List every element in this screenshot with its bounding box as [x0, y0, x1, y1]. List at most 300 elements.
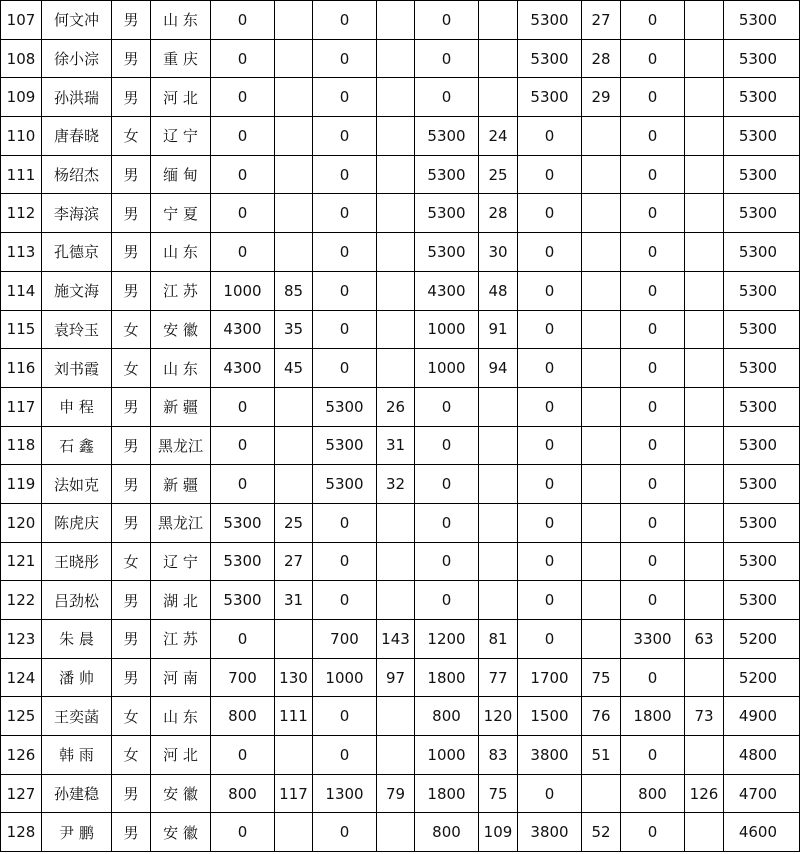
cell-place1	[275, 233, 313, 272]
cell-place4	[582, 774, 621, 813]
cell-total: 5300	[724, 465, 800, 504]
cell-place5	[685, 503, 724, 542]
cell-score1: 0	[211, 465, 275, 504]
cell-score3: 800	[415, 813, 479, 852]
cell-total: 5300	[724, 349, 800, 388]
cell-region: 辽 宁	[151, 542, 211, 581]
cell-gender: 女	[112, 736, 151, 775]
cell-rank: 127	[1, 774, 42, 813]
cell-name: 杨绍杰	[42, 155, 112, 194]
cell-place2	[377, 736, 415, 775]
cell-place2	[377, 233, 415, 272]
cell-name: 李海滨	[42, 194, 112, 233]
cell-score5: 0	[621, 736, 685, 775]
cell-score1: 0	[211, 387, 275, 426]
cell-place3: 28	[479, 194, 518, 233]
cell-total: 5300	[724, 117, 800, 156]
cell-place5	[685, 271, 724, 310]
cell-place1	[275, 194, 313, 233]
table-row	[1, 503, 800, 542]
cell-score1: 5300	[211, 581, 275, 620]
cell-place3: 24	[479, 117, 518, 156]
cell-score4: 0	[518, 503, 582, 542]
cell-place3: 91	[479, 310, 518, 349]
cell-place5	[685, 581, 724, 620]
cell-place4	[582, 620, 621, 659]
cell-gender: 男	[112, 155, 151, 194]
cell-score1: 700	[211, 658, 275, 697]
cell-place5	[685, 387, 724, 426]
cell-place4	[582, 194, 621, 233]
cell-score3: 0	[415, 387, 479, 426]
cell-place2	[377, 1, 415, 40]
cell-place2	[377, 117, 415, 156]
cell-score2: 0	[313, 233, 377, 272]
cell-score5: 3300	[621, 620, 685, 659]
cell-place2: 31	[377, 426, 415, 465]
cell-gender: 男	[112, 465, 151, 504]
cell-score5: 0	[621, 581, 685, 620]
cell-score4: 1700	[518, 658, 582, 697]
cell-score3: 1000	[415, 349, 479, 388]
cell-score1: 0	[211, 620, 275, 659]
cell-score2: 5300	[313, 426, 377, 465]
cell-region: 河 北	[151, 736, 211, 775]
table-row	[1, 310, 800, 349]
table-row	[1, 1, 800, 40]
cell-place3	[479, 39, 518, 78]
cell-name: 吕劲松	[42, 581, 112, 620]
table-row	[1, 155, 800, 194]
table-row	[1, 426, 800, 465]
cell-total: 5200	[724, 658, 800, 697]
cell-place2	[377, 271, 415, 310]
table-row	[1, 658, 800, 697]
cell-score4: 0	[518, 465, 582, 504]
cell-score2: 0	[313, 542, 377, 581]
cell-score5: 0	[621, 542, 685, 581]
cell-place2: 26	[377, 387, 415, 426]
cell-name: 唐春晓	[42, 117, 112, 156]
cell-gender: 女	[112, 697, 151, 736]
cell-name: 施文海	[42, 271, 112, 310]
cell-gender: 男	[112, 581, 151, 620]
cell-score5: 0	[621, 78, 685, 117]
cell-place3	[479, 78, 518, 117]
cell-score2: 0	[313, 155, 377, 194]
cell-score1: 800	[211, 697, 275, 736]
cell-score3: 5300	[415, 194, 479, 233]
cell-place1: 130	[275, 658, 313, 697]
cell-score2: 700	[313, 620, 377, 659]
cell-rank: 107	[1, 1, 42, 40]
cell-score4: 0	[518, 387, 582, 426]
cell-gender: 男	[112, 39, 151, 78]
cell-score3: 0	[415, 39, 479, 78]
table-row	[1, 78, 800, 117]
table-row	[1, 117, 800, 156]
cell-place5: 126	[685, 774, 724, 813]
cell-score5: 0	[621, 426, 685, 465]
cell-place1	[275, 620, 313, 659]
cell-rank: 122	[1, 581, 42, 620]
cell-score4: 3800	[518, 813, 582, 852]
cell-rank: 120	[1, 503, 42, 542]
cell-region: 新 疆	[151, 387, 211, 426]
cell-place3: 83	[479, 736, 518, 775]
cell-score5: 0	[621, 465, 685, 504]
table-row	[1, 233, 800, 272]
cell-score3: 0	[415, 426, 479, 465]
cell-score2: 1300	[313, 774, 377, 813]
cell-name: 徐小淙	[42, 39, 112, 78]
cell-total: 4700	[724, 774, 800, 813]
cell-gender: 男	[112, 233, 151, 272]
cell-score4: 0	[518, 155, 582, 194]
cell-place5	[685, 349, 724, 388]
cell-place5	[685, 233, 724, 272]
cell-score5: 0	[621, 503, 685, 542]
table-row	[1, 194, 800, 233]
cell-score1: 0	[211, 155, 275, 194]
cell-place3: 109	[479, 813, 518, 852]
cell-place4: 28	[582, 39, 621, 78]
table-row	[1, 465, 800, 504]
cell-place4	[582, 117, 621, 156]
cell-name: 朱 晨	[42, 620, 112, 659]
cell-rank: 114	[1, 271, 42, 310]
cell-score1: 0	[211, 813, 275, 852]
cell-gender: 女	[112, 310, 151, 349]
cell-total: 5300	[724, 1, 800, 40]
cell-gender: 男	[112, 503, 151, 542]
cell-score3: 800	[415, 697, 479, 736]
cell-rank: 108	[1, 39, 42, 78]
cell-place2	[377, 39, 415, 78]
cell-score1: 4300	[211, 310, 275, 349]
cell-place4: 29	[582, 78, 621, 117]
cell-place3: 94	[479, 349, 518, 388]
cell-place3: 30	[479, 233, 518, 272]
cell-place5	[685, 194, 724, 233]
cell-score2: 0	[313, 581, 377, 620]
cell-score1: 0	[211, 117, 275, 156]
cell-place1	[275, 117, 313, 156]
table-row	[1, 39, 800, 78]
cell-place4	[582, 581, 621, 620]
cell-place1: 85	[275, 271, 313, 310]
cell-gender: 男	[112, 271, 151, 310]
cell-gender: 女	[112, 542, 151, 581]
cell-place2	[377, 155, 415, 194]
cell-place4: 51	[582, 736, 621, 775]
cell-score2: 0	[313, 813, 377, 852]
cell-place1	[275, 39, 313, 78]
cell-region: 宁 夏	[151, 194, 211, 233]
cell-score2: 0	[313, 194, 377, 233]
cell-score4: 5300	[518, 39, 582, 78]
cell-place4	[582, 387, 621, 426]
cell-region: 山 东	[151, 349, 211, 388]
cell-place3	[479, 581, 518, 620]
cell-total: 4600	[724, 813, 800, 852]
cell-gender: 男	[112, 426, 151, 465]
cell-score3: 5300	[415, 233, 479, 272]
cell-score2: 0	[313, 78, 377, 117]
cell-place4	[582, 465, 621, 504]
cell-rank: 116	[1, 349, 42, 388]
cell-score2: 5300	[313, 387, 377, 426]
cell-score3: 0	[415, 78, 479, 117]
cell-region: 山 东	[151, 233, 211, 272]
cell-gender: 男	[112, 620, 151, 659]
cell-place1	[275, 1, 313, 40]
cell-gender: 男	[112, 1, 151, 40]
cell-score4: 0	[518, 349, 582, 388]
cell-score5: 0	[621, 1, 685, 40]
cell-total: 4900	[724, 697, 800, 736]
cell-place4: 76	[582, 697, 621, 736]
cell-score5: 800	[621, 774, 685, 813]
cell-place4: 75	[582, 658, 621, 697]
cell-score1: 0	[211, 194, 275, 233]
cell-total: 5300	[724, 387, 800, 426]
cell-score1: 0	[211, 736, 275, 775]
cell-region: 江 苏	[151, 271, 211, 310]
cell-score5: 0	[621, 155, 685, 194]
cell-total: 5300	[724, 39, 800, 78]
cell-score1: 0	[211, 233, 275, 272]
cell-total: 5300	[724, 271, 800, 310]
cell-place1: 117	[275, 774, 313, 813]
table-row	[1, 387, 800, 426]
cell-score5: 1800	[621, 697, 685, 736]
cell-gender: 男	[112, 387, 151, 426]
cell-place5	[685, 1, 724, 40]
cell-score2: 0	[313, 39, 377, 78]
cell-region: 新 疆	[151, 465, 211, 504]
cell-place1	[275, 465, 313, 504]
cell-name: 王奕菡	[42, 697, 112, 736]
table-body	[1, 1, 800, 852]
cell-rank: 126	[1, 736, 42, 775]
cell-score4: 0	[518, 233, 582, 272]
cell-place2: 79	[377, 774, 415, 813]
cell-place4	[582, 271, 621, 310]
cell-rank: 115	[1, 310, 42, 349]
cell-place2	[377, 310, 415, 349]
cell-score4: 3800	[518, 736, 582, 775]
cell-place5	[685, 736, 724, 775]
cell-score4: 0	[518, 620, 582, 659]
cell-place2: 143	[377, 620, 415, 659]
cell-place2: 97	[377, 658, 415, 697]
cell-total: 5300	[724, 426, 800, 465]
cell-place3	[479, 465, 518, 504]
cell-score1: 4300	[211, 349, 275, 388]
cell-score5: 0	[621, 39, 685, 78]
cell-place3: 48	[479, 271, 518, 310]
cell-place5: 63	[685, 620, 724, 659]
cell-score2: 0	[313, 349, 377, 388]
cell-score4: 0	[518, 542, 582, 581]
cell-score3: 1800	[415, 658, 479, 697]
cell-score5: 0	[621, 658, 685, 697]
cell-rank: 118	[1, 426, 42, 465]
cell-score5: 0	[621, 233, 685, 272]
cell-region: 安 徽	[151, 774, 211, 813]
cell-place5: 73	[685, 697, 724, 736]
cell-region: 缅 甸	[151, 155, 211, 194]
cell-total: 5300	[724, 542, 800, 581]
cell-score4: 0	[518, 310, 582, 349]
cell-region: 江 苏	[151, 620, 211, 659]
cell-place1	[275, 426, 313, 465]
cell-total: 5300	[724, 78, 800, 117]
table-row	[1, 581, 800, 620]
cell-score1: 5300	[211, 542, 275, 581]
cell-place5	[685, 426, 724, 465]
cell-score3: 0	[415, 465, 479, 504]
cell-name: 何文冲	[42, 1, 112, 40]
cell-place5	[685, 542, 724, 581]
table-row	[1, 271, 800, 310]
cell-region: 河 北	[151, 78, 211, 117]
cell-score4: 0	[518, 774, 582, 813]
cell-place2	[377, 194, 415, 233]
cell-place1	[275, 78, 313, 117]
cell-score1: 0	[211, 78, 275, 117]
cell-score2: 0	[313, 1, 377, 40]
cell-region: 辽 宁	[151, 117, 211, 156]
cell-score3: 1800	[415, 774, 479, 813]
cell-score4: 0	[518, 194, 582, 233]
cell-place5	[685, 78, 724, 117]
cell-score2: 0	[313, 736, 377, 775]
cell-score5: 0	[621, 310, 685, 349]
cell-rank: 124	[1, 658, 42, 697]
cell-rank: 117	[1, 387, 42, 426]
cell-score4: 0	[518, 271, 582, 310]
cell-score3: 0	[415, 581, 479, 620]
cell-place4	[582, 233, 621, 272]
cell-gender: 男	[112, 658, 151, 697]
cell-place1: 111	[275, 697, 313, 736]
cell-gender: 男	[112, 774, 151, 813]
cell-place1	[275, 736, 313, 775]
cell-rank: 125	[1, 697, 42, 736]
cell-place4	[582, 349, 621, 388]
cell-name: 潘 帅	[42, 658, 112, 697]
cell-score3: 5300	[415, 117, 479, 156]
table-row	[1, 620, 800, 659]
cell-rank: 123	[1, 620, 42, 659]
cell-place4	[582, 542, 621, 581]
cell-score5: 0	[621, 349, 685, 388]
cell-place2	[377, 813, 415, 852]
cell-score4: 5300	[518, 78, 582, 117]
cell-rank: 109	[1, 78, 42, 117]
cell-total: 5200	[724, 620, 800, 659]
cell-place3	[479, 503, 518, 542]
cell-score2: 0	[313, 271, 377, 310]
cell-total: 5300	[724, 581, 800, 620]
cell-place1: 31	[275, 581, 313, 620]
cell-score3: 0	[415, 503, 479, 542]
cell-region: 安 徽	[151, 813, 211, 852]
cell-place3: 77	[479, 658, 518, 697]
table-row	[1, 813, 800, 852]
cell-name: 尹 鹏	[42, 813, 112, 852]
cell-score4: 0	[518, 426, 582, 465]
cell-name: 孙建稳	[42, 774, 112, 813]
cell-total: 5300	[724, 155, 800, 194]
cell-region: 黑龙江	[151, 503, 211, 542]
cell-region: 安 徽	[151, 310, 211, 349]
cell-score3: 5300	[415, 155, 479, 194]
cell-place2	[377, 542, 415, 581]
cell-region: 山 东	[151, 697, 211, 736]
cell-total: 5300	[724, 503, 800, 542]
cell-rank: 113	[1, 233, 42, 272]
table-row	[1, 697, 800, 736]
cell-score1: 800	[211, 774, 275, 813]
table-row	[1, 736, 800, 775]
cell-name: 韩 雨	[42, 736, 112, 775]
cell-score1: 0	[211, 39, 275, 78]
cell-score3: 1000	[415, 736, 479, 775]
cell-place1: 27	[275, 542, 313, 581]
cell-place4	[582, 155, 621, 194]
cell-region: 山 东	[151, 1, 211, 40]
cell-name: 孔德京	[42, 233, 112, 272]
cell-score1: 1000	[211, 271, 275, 310]
cell-score4: 5300	[518, 1, 582, 40]
table-row	[1, 349, 800, 388]
cell-name: 石 鑫	[42, 426, 112, 465]
cell-score1: 0	[211, 1, 275, 40]
cell-region: 重 庆	[151, 39, 211, 78]
cell-place5	[685, 658, 724, 697]
cell-total: 5300	[724, 310, 800, 349]
cell-score5: 0	[621, 271, 685, 310]
cell-name: 孙洪瑞	[42, 78, 112, 117]
cell-gender: 女	[112, 349, 151, 388]
cell-score1: 0	[211, 426, 275, 465]
cell-name: 申 程	[42, 387, 112, 426]
cell-place1	[275, 813, 313, 852]
cell-score3: 1000	[415, 310, 479, 349]
cell-score5: 0	[621, 813, 685, 852]
cell-name: 陈虎庆	[42, 503, 112, 542]
cell-place1: 25	[275, 503, 313, 542]
cell-place4: 52	[582, 813, 621, 852]
cell-place3: 75	[479, 774, 518, 813]
cell-total: 4800	[724, 736, 800, 775]
cell-place2	[377, 349, 415, 388]
cell-place2	[377, 503, 415, 542]
cell-place2	[377, 697, 415, 736]
cell-place5	[685, 155, 724, 194]
cell-place2	[377, 581, 415, 620]
cell-place3: 25	[479, 155, 518, 194]
cell-total: 5300	[724, 194, 800, 233]
cell-place5	[685, 310, 724, 349]
cell-place3: 120	[479, 697, 518, 736]
cell-place3: 81	[479, 620, 518, 659]
cell-region: 河 南	[151, 658, 211, 697]
cell-place4	[582, 503, 621, 542]
